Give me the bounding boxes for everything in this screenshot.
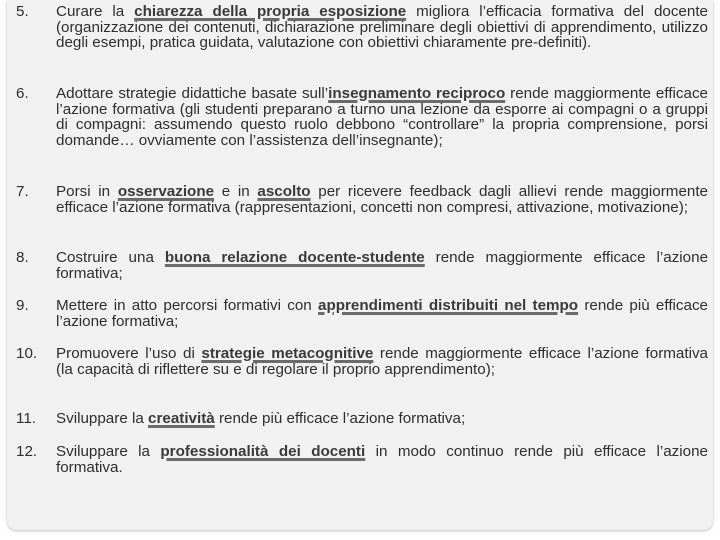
item-text-end: in modo continuo rende più efficace l’azione formativa. — [56, 443, 708, 476]
item-text-start: Mettere in atto percorsi formativi con — [56, 297, 319, 314]
item-text — [56, 4, 708, 51]
item-number: 9. — [16, 297, 29, 314]
highlighted-term: insegnamento reciproco — [328, 85, 506, 102]
item-text — [56, 184, 708, 215]
item-text-end: rende maggiormente efficace l’azione formativa (gli studenti preparano a turno una lezione da esporre ai compagni o a gruppi di compagni: assumendo questo ruolo debbono “controllare” la propria comprensione, porsi domande… ovviamente con l’assistenza dell’insegnante); — [56, 85, 708, 149]
item-text-middle: e in — [214, 183, 258, 200]
item-text-start: Curare la — [56, 3, 135, 20]
highlighted-term: buona relazione docente-studente — [164, 249, 425, 266]
item-text — [56, 86, 708, 148]
item-text-start: Sviluppare la — [56, 410, 149, 427]
item-text-end: rende maggiormente efficace l’azione formativa (la capacità di riflettere su e di regolare il proprio apprendimento); — [56, 345, 708, 378]
highlighted-term: strategie metacognitive — [201, 345, 374, 362]
highlighted-term: osservazione — [117, 183, 215, 200]
highlighted-term: professionalità dei docenti — [160, 443, 366, 460]
item-text-end: rende più efficace l’azione formativa; — [214, 410, 466, 427]
item-text-start: Porsi in — [56, 183, 118, 200]
item-text-start: Costruire una — [56, 249, 165, 266]
item-text-start: Adottare strategie didattiche basate sull’ — [56, 85, 329, 102]
item-text-start: Promuovere l’uso di — [56, 345, 202, 362]
item-number: 10. — [16, 345, 38, 362]
item-text-end: per ricevere feedback dagli allievi rende maggiormente efficace l’azione formativa (rappresentazioni, concetti non compresi, attivazione, motivazione); — [56, 183, 708, 216]
item-number: 11. — [16, 410, 36, 427]
item-text-end: rende maggiormente efficace l’azione formativa; — [56, 249, 709, 282]
highlighted-term: chiarezza della propria esposizione — [134, 3, 407, 20]
item-text — [56, 250, 708, 281]
highlighted-term: apprendimenti distribuiti nel tempo — [318, 297, 579, 314]
item-text — [56, 444, 708, 475]
item-text-start: Sviluppare la — [56, 443, 161, 460]
item-text — [56, 411, 708, 427]
item-text-end: migliora l’efficacia formativa del docente (organizzazione dei contenuti, dichiarazione preliminare degli obiettivi di apprendimento, utilizzo degli esempi, pratica guidata, valutazione con obiettivi chiaramente pre-definiti). — [56, 3, 708, 52]
item-number: 6. — [16, 85, 29, 102]
item-number: 5. — [16, 3, 29, 20]
item-text-end: rende più efficace l’azione formativa; — [56, 297, 708, 330]
highlighted-term-2: ascolto — [257, 183, 311, 200]
item-number: 12. — [16, 443, 38, 460]
item-text — [56, 298, 708, 329]
item-text — [56, 346, 708, 377]
item-number: 8. — [16, 249, 29, 266]
item-number: 7. — [16, 183, 29, 200]
highlighted-term: creatività — [148, 410, 215, 427]
